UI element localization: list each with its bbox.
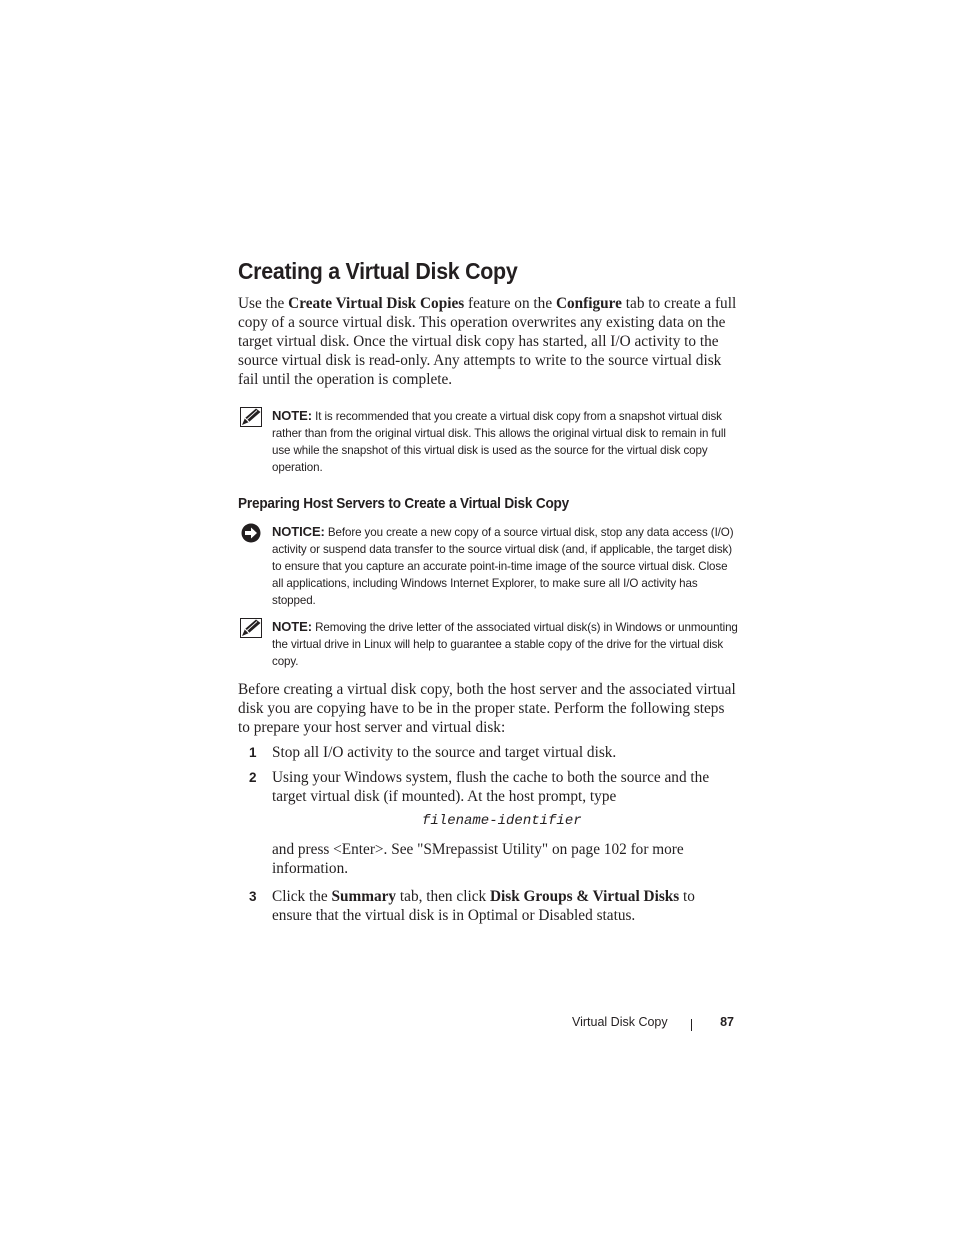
notice-text: Before you create a new copy of a source virtual disk, stop any data access (I/O) activity or suspend data transfer to the source virtual disk (and, if applicable, the target disk) to ensure that you capture an accurate point-in-time image of the source virtual disk. Close all applications, including Windows Internet Explorer, to make sure all I/O activity has stopped. [272, 526, 734, 607]
footer-separator [691, 1019, 692, 1031]
page-content [238, 256, 738, 925]
step-text: Stop all I/O activity to the source and target virtual disk. [272, 744, 617, 761]
disk-groups-term: Disk Groups & Virtual Disks [489, 888, 680, 905]
summary-tab-term: Summary [331, 888, 397, 905]
intro-paragraph: Use the Create Virtual Disk Copies feature on the Configure tab to create a full copy of a source virtual disk. This operation overwrites any existing data on the target virtual disk. Once the virtual disk copy has started, all I/O activity to the source virtual disk is read-only. Any attempts to write to the source virtual disk fail until the operation is complete. [238, 295, 737, 388]
step-number: 2 [249, 770, 257, 785]
step-2 [238, 768, 738, 806]
note-drive-letter [238, 618, 738, 670]
step-number: 1 [249, 745, 257, 760]
command-code: filename-identifier [422, 813, 582, 829]
footer-chapter-title: Virtual Disk Copy [572, 1015, 668, 1029]
after-code-paragraph: and press <Enter>. See "SMrepassist Utility" on page 102 for more information. [272, 841, 684, 877]
notice-label: NOTICE: [272, 524, 325, 539]
note-text: It is recommended that you create a virtual disk copy from a snapshot virtual disk rather than from the original virtual disk. This allows the original virtual disk to remain in full use while the snapshot of this virtual disk is used as the source for the virtual disk copy operation. [272, 410, 726, 474]
section-heading: Preparing Host Servers to Create a Virtual Disk Copy [238, 496, 570, 512]
page-footer [572, 1015, 738, 1035]
before-paragraph: Before creating a virtual disk copy, both the host server and the associated virtual disk you are copying have to be in the proper state. Perform the following steps to prepare your host server and virtual disk: [238, 681, 736, 736]
step-1 [238, 743, 738, 762]
notice-stop-io [238, 523, 738, 609]
configure-term: Configure [555, 295, 622, 312]
step-3: 3 Click the Summary tab, then click Disk Groups & Virtual Disks to ensure that the virtual disk is in Optimal or Disabled status. [249, 888, 695, 924]
page-title: Creating a Virtual Disk Copy [238, 258, 518, 284]
note-snapshot [238, 407, 738, 476]
pencil-note-icon [240, 618, 262, 638]
notice-arrow-icon [240, 523, 262, 543]
step-number: 3 [249, 889, 257, 904]
note-text: Removing the drive letter of the associated virtual disk(s) in Windows or unmounting the virtual drive in Linux will help to guarantee a stable copy of the drive for the virtual disk copy. [272, 621, 738, 668]
page-number: 87 [720, 1015, 734, 1029]
create-virtual-disk-copies-term: Create Virtual Disk Copies [288, 295, 465, 312]
note-label: NOTE: [272, 619, 312, 634]
note-label: NOTE: [272, 408, 312, 423]
step-text: Using your Windows system, flush the cache to both the source and the target virtual disk (if mounted). At the host prompt, type [272, 769, 710, 805]
pencil-note-icon [240, 407, 262, 427]
